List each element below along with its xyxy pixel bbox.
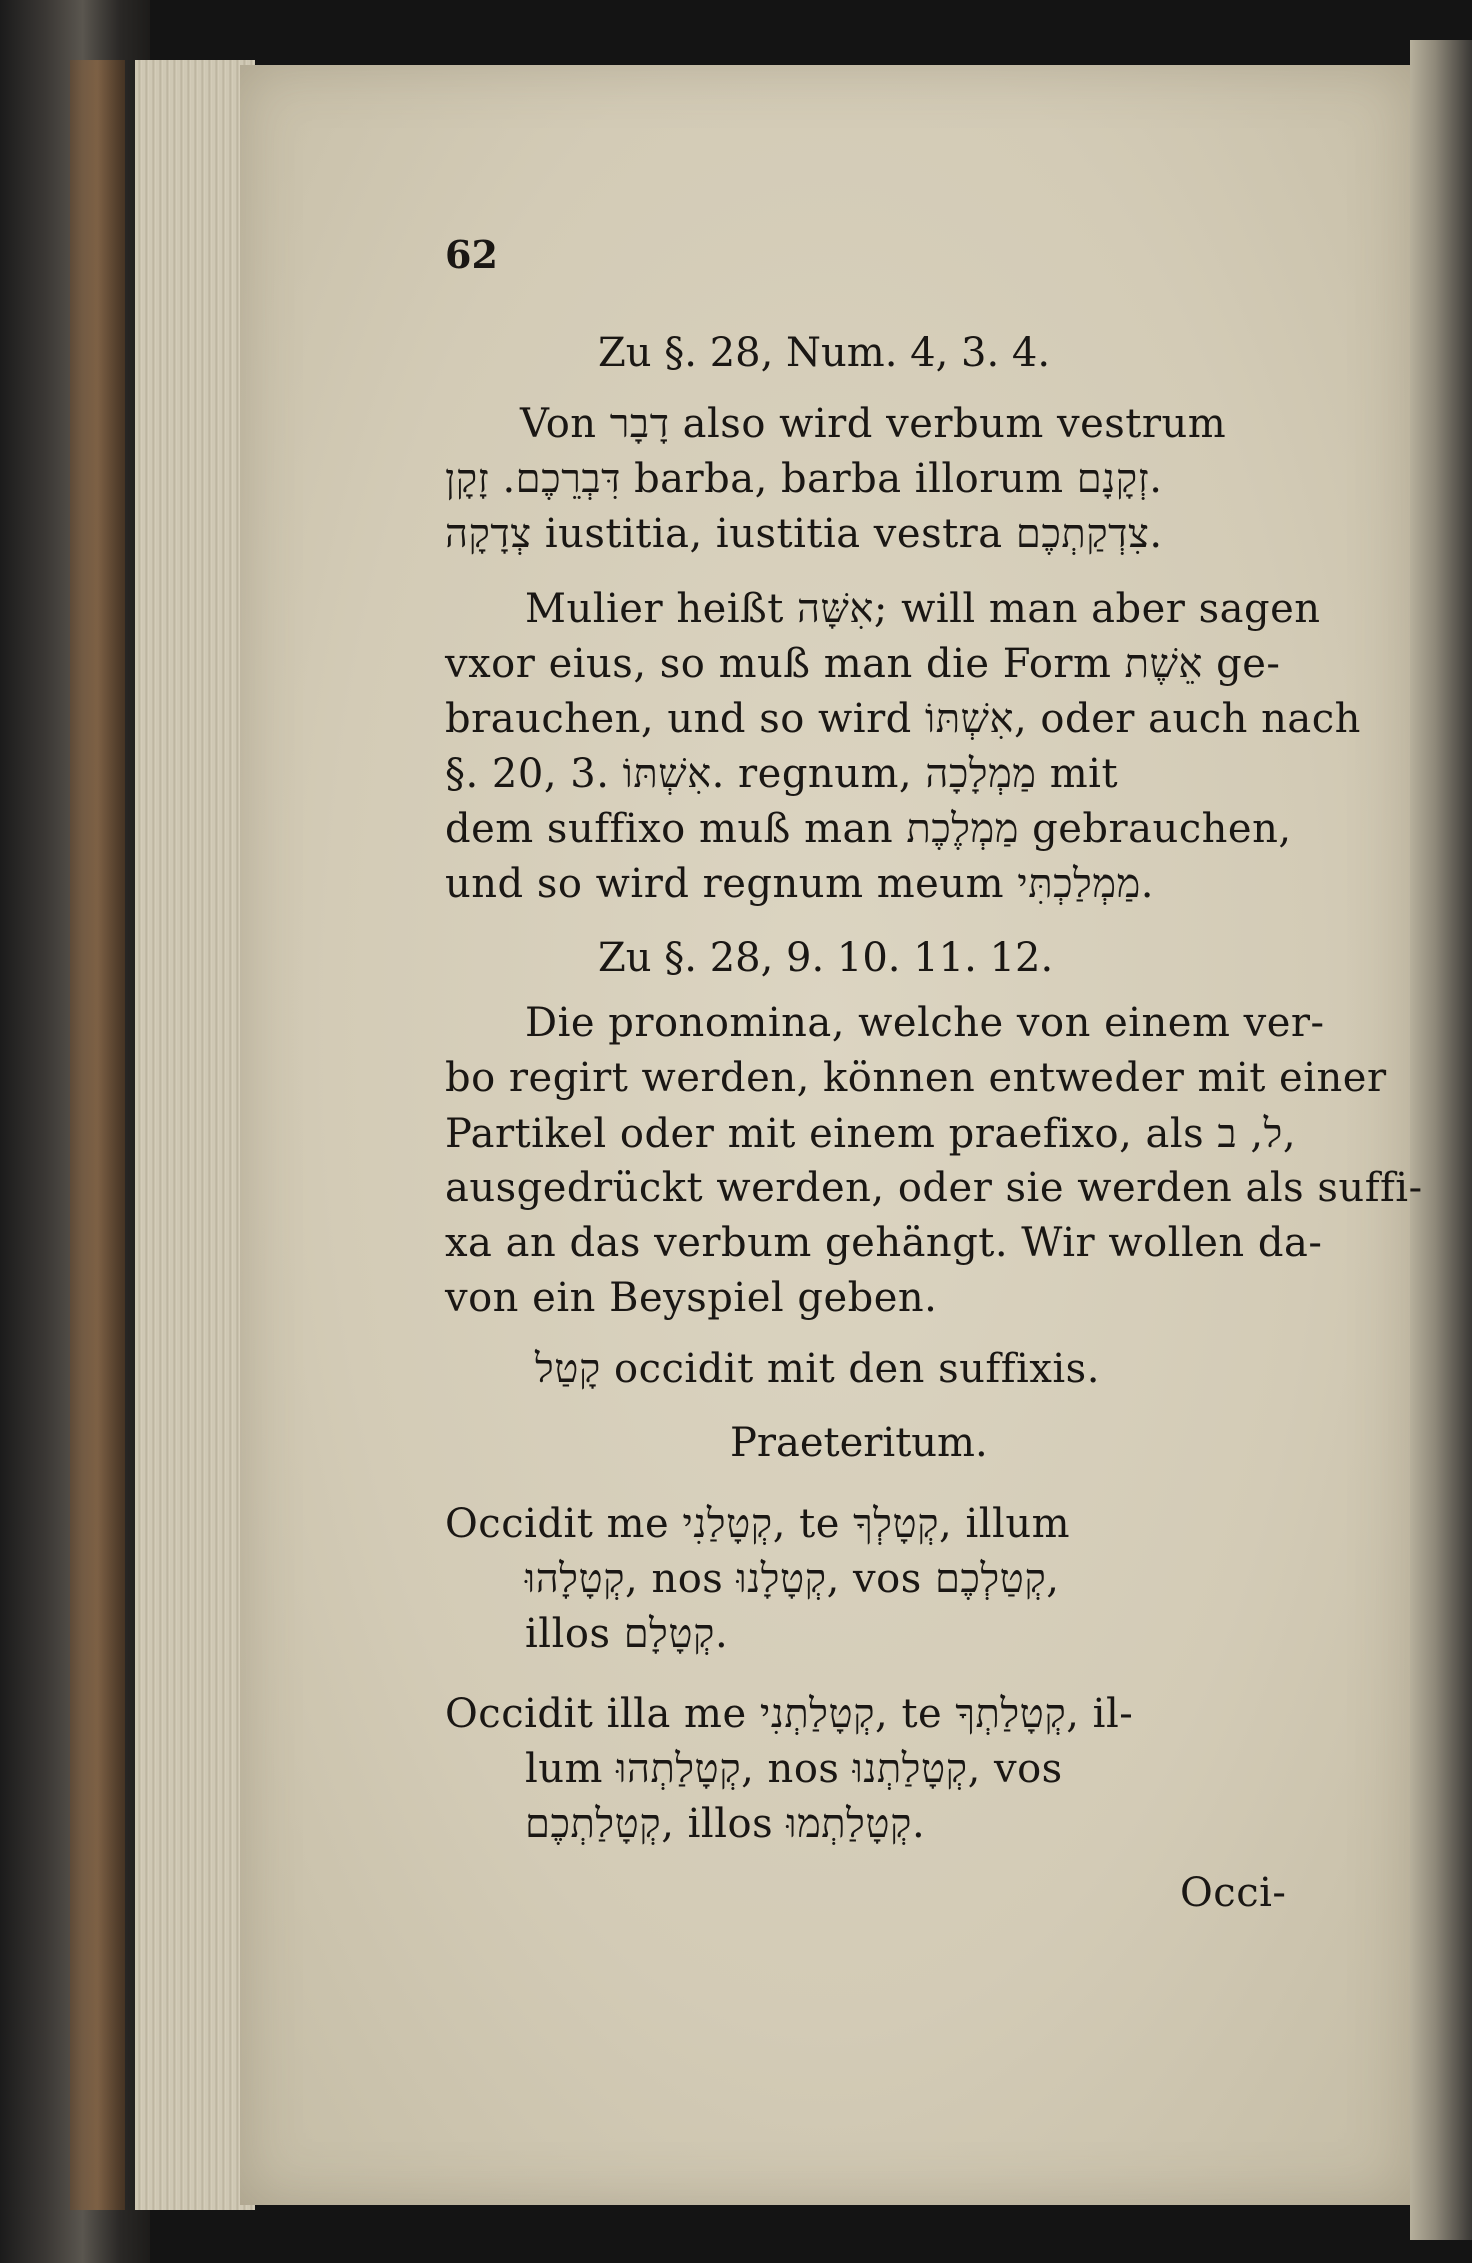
text-line: Die pronomina, welche von einem ver- — [525, 1000, 1325, 1046]
text-line: Occidit illa me קְטָלַתְנִי, te קְטָלַתְךָ, il- — [445, 1691, 1134, 1737]
page-number: 62 — [445, 232, 498, 277]
catchword: Occi- — [1180, 1870, 1287, 1916]
section-heading: Zu §. 28, Num. 4, 3. 4. — [598, 330, 1051, 376]
text-line: Partikel oder mit einem praefixo, als ל, ב, — [445, 1111, 1297, 1157]
text-line: §. 20, 3. אִשְׁתּוֹ. regnum, מַמְלָכָה mit — [445, 751, 1119, 797]
text-line: קָטַל occidit mit den suffixis. — [535, 1346, 1100, 1392]
book-spine-left — [0, 0, 150, 2263]
text-line: dem suffixo muß man מַמְלֶכֶת gebrauchen, — [445, 806, 1292, 852]
leather-binding — [70, 60, 125, 2210]
section-heading: Praeteritum. — [730, 1420, 988, 1466]
section-heading: Zu §. 28, 9. 10. 11. 12. — [598, 935, 1054, 981]
text-line: vxor eius, so muß man die Form אֵשֶׁת ge- — [445, 641, 1281, 687]
text-line: von ein Beyspiel geben. — [445, 1275, 938, 1321]
text-line: קְטָלָהוּ, nos קְטָלָנוּ, vos קְטַלְכֶם, — [525, 1556, 1060, 1602]
text-line: lum קְטָלַתְהוּ, nos קְטָלַתְנוּ, vos — [525, 1746, 1063, 1792]
book-gutter-right — [1410, 40, 1472, 2240]
text-line: und so wird regnum meum מַמְלַכְתִּי. — [445, 861, 1155, 907]
text-line: Von דָבָר also wird verbum vestrum — [520, 401, 1227, 447]
page-edges — [135, 60, 255, 2210]
text-line: brauchen, und so wird אִשְׁתּוֹ, oder auch nach — [445, 696, 1361, 742]
text-line: bo regirt werden, können entweder mit einer — [445, 1055, 1387, 1101]
text-line: xa an das verbum gehängt. Wir wollen da- — [445, 1220, 1323, 1266]
text-line: דִּבְרֵכֶם. זָקָן barba, barba illorum זְקָנָם. — [445, 456, 1163, 502]
text-line: ausgedrückt werden, oder sie werden als suffi- — [445, 1165, 1423, 1211]
text-line: illos קְטָלָם. — [525, 1611, 729, 1657]
text-line: צְדָקָה iustitia, iustitia vestra צִדְקַתְכֶם. — [445, 511, 1163, 557]
text-line: Mulier heißt אִשָּׁה; will man aber sagen — [525, 586, 1321, 632]
text-line: קְטָלַתְכֶם, illos קְטָלַתְמוּ. — [525, 1801, 926, 1847]
text-line: Occidit me קְטָלַנִי, te קְטָלְךָ, illum — [445, 1501, 1071, 1547]
